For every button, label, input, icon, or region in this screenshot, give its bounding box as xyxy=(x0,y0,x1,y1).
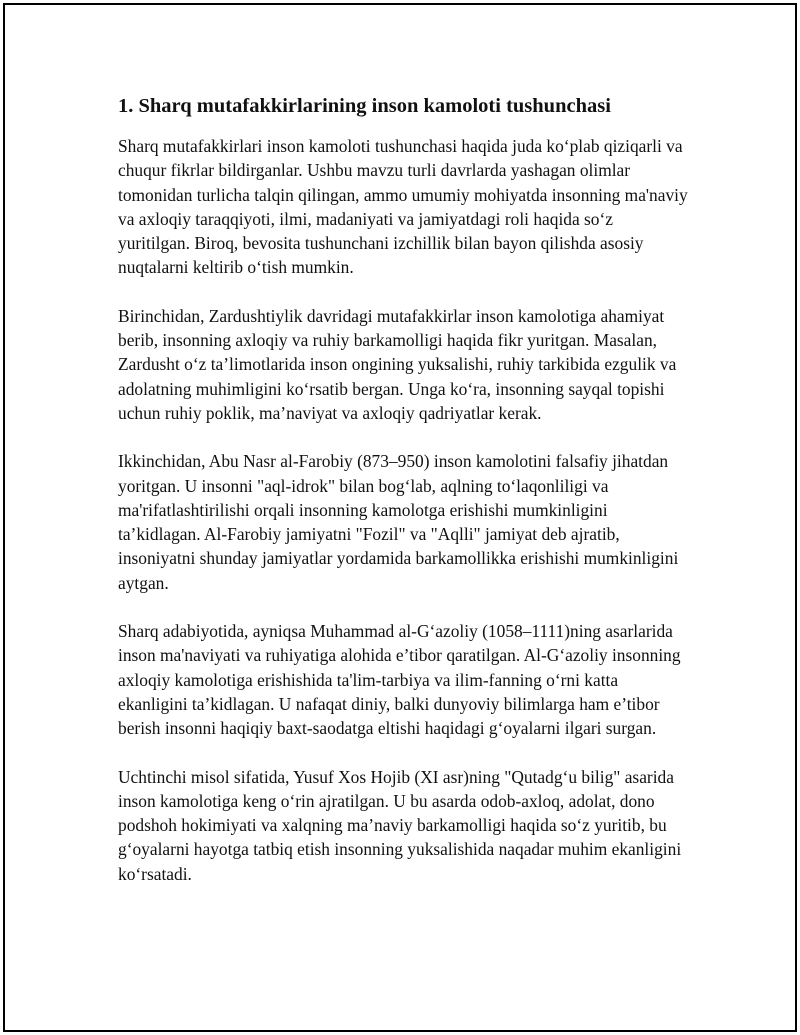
document-body xyxy=(118,92,688,886)
paragraph-gazoliy: Sharq adabiyotida, ayniqsa Muhammad al-G‘azoliy (1058–1111)ning asarlarida inson ma'naviyati va ruhiyatiga alohida e’tibor qaratilgan. Al-G‘azoliy insonning axloqiy kamolotiga erishishida ta'lim-tarbiya va ilim-fanning o‘rni katta ekanligini ta’kidlagan. U nafaqat diniy, balki dunyoviy bilimlarga ham e’tibor berish insonni haqiqiy baxt-saodatga eltishi haqidagi g‘oyalarni ilgari surgan. xyxy=(118,621,681,739)
paragraph-zardusht: Birinchidan, Zardushtiylik davridagi mutafakkirlar inson kamolotiga ahamiyat berib, insonning axloqiy va ruhiy barkamolligi haqida fikr yuritgan. Masalan, Zardusht o‘z ta’limotlarida inson ongining yuksalishi, ruhiy tarkibida ezgulik va adolatning muhimligini ko‘rsatib bergan. Unga ko‘ra, insonning sayqal topishi uchun ruhiy poklik, ma’naviyat va axloqiy qadriyatlar kerak. xyxy=(118,305,677,423)
paragraph-intro: Sharq mutafakkirlari inson kamoloti tushunchasi haqida juda ko‘plab qiziqarli va chuqur fikrlar bildirganlar. Ushbu mavzu turli davrlarda yashagan olimlar tomonidan turlicha talqin qilingan, ammo umumiy mohiyatda insonning ma'naviy va axloqiy taraqqiyoti, ilmi, madaniyati va jamiyatdagi roli haqida so‘z yuritilgan. Biroq, bevosita tushunchani izchillik bilan bayon qilishda asosiy nuqtalarni keltirib o‘tish mumkin. xyxy=(118,136,688,278)
section-heading: 1. Sharq mutafakkirlarining inson kamoloti tushunchasi xyxy=(118,95,611,117)
paragraph-yusuf-xos-hojib: Uchtinchi misol sifatida, Yusuf Xos Hojib (XI asr)ning "Qutadg‘u bilig" asarida inson kamolotiga keng o‘rin ajratilgan. U bu asarda odob-axloq, adolat, dono podshoh hokimiyati va xalqning ma’naviy barkamolligi haqida so‘z yuritib, bu g‘oyalarni hayotga tatbiq etish insonning yuksalishida naqadar muhim ekanligini ko‘rsatadi. xyxy=(118,766,682,884)
paragraph-farobiy: Ikkinchidan, Abu Nasr al-Farobiy (873–950) inson kamolotini falsafiy jihatdan yoritgan. U insonni "aql-idrok" bilan bog‘lab, aqlning to‘laqonliligi va ma'rifatlashtirilishi orqali insonning kamolotga erishishi mumkinligini ta’kidlagan. Al-Farobiy jamiyatni "Fozil" va "Aqlli" jamiyat deb ajratib, insoniyatni shunday jamiyatlar yordamida barkamollikka erishishi mumkinligini aytgan. xyxy=(118,451,679,593)
